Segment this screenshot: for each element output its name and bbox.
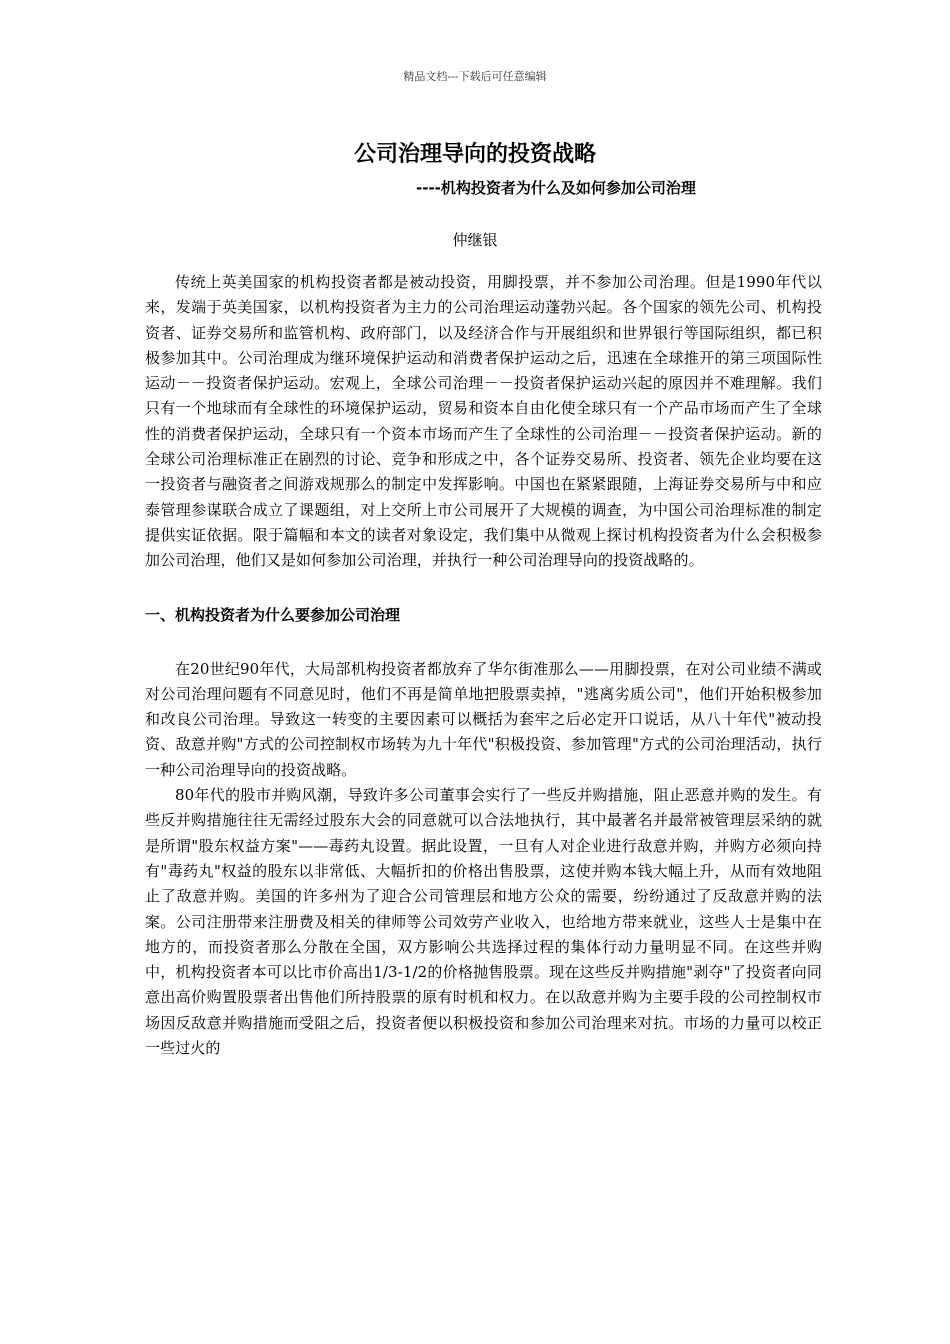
section1-paragraph-1: 在20世纪90年代，大局部机构投资者都放弃了华尔街准那么——用脚投票，在对公司业绩不满或对公司治理问题有不同意见时，他们不再是简单地把股票卖掉，"逃离劣质公司"，他们开始积极参加和改良公司治理。导致这一转变的主要因素可以概括为套牢之后必定开口说话，从八十年代"被动投资、敌意并购"方式的公司控制权市场转为九十年代"积极投资、参加管理"方式的公司治理活动，执行一种公司治理导向的投资战略。 bbox=[145, 659, 822, 779]
page-header-watermark: 精品文档---下载后可任意编辑 bbox=[403, 70, 547, 83]
document-subtitle: ----机构投资者为什么及如何参加公司治理 bbox=[416, 179, 696, 197]
intro-paragraph: 传统上英美国家的机构投资者都是被动投资，用脚投票，并不参加公司治理。但是1990年代以来，发端于英美国家，以机构投资者为主力的公司治理运动蓬勃兴起。各个国家的领先公司、机构投资者、证券交易所和监管机构、政府部门，以及经济合作与开展组织和世界银行等国际组织，都已积极参加其中。公司治理成为继环境保护运动和消费者保护运动之后，迅速在全球推开的第三项国际性运动－－投资者保护运动。宏观上，全球公司治理－－投资者保护运动兴起的原因并不难理解。我们只有一个地球而有全球性的环境保护运动，贸易和资本自由化使全球只有一个产品市场而产生了全球性的消费者保护运动，全球只有一个资本市场而产生了全球性的公司治理－－投资者保护运动。新的全球公司治理标准正在剧烈的讨论、竞争和形成之中，各个证券交易所、投资者、领先企业均要在这一投资者与融资者之间游戏规那么的制定中发挥影响。中国也在紧紧跟随，上海证券交易所与中和应泰管理参谋联合成立了课题组，对上交所上市公司展开了大规模的调查，为中国公司治理标准的制定提供实证依据。限于篇幅和本文的读者对象设定，我们集中从微观上探讨机构投资者为什么会积极参加公司治理，他们又是如何参加公司治理，并执行一种公司治理导向的投资战略的。 bbox=[145, 273, 822, 570]
section1-paragraph-2: 80年代的股市并购风潮，导致许多公司董事会实行了一些反并购措施，阻止恶意并购的发生。有些反并购措施往往无需经过股东大会的同意就可以合法地执行，其中最著名并最常被管理层采纳的就是所谓"股东权益方案"——毒药丸设置。据此设置，一旦有人对企业进行敌意并购，并购方必须向持有"毒药丸"权益的股东以非常低、大幅折扣的价格出售股票，这使并购本钱大幅上升，从而有效地阻止了敌意并购。美国的许多州为了迎合公司管理层和地方公众的需要，纷纷通过了反敌意并购的法案。公司注册带来注册费及相关的律师等公司效劳产业收入，也给地方带来就业，这些人士是集中在地方的，而投资者那么分散在全国，双方影响公共选择过程的集体行动力量明显不同。在这些并购中，机构投资者本可以比市价高出1/3-1/2的价格抛售股票。现在这些反并购措施"剥夺"了投资者向同意出高价购置股票者出售他们所持股票的原有时机和权力。在以敌意并购为主要手段的公司控制权市场因反敌意并购措施而受阻之后，投资者便以积极投资和参加公司治理来对抗。市场的力量可以校正一些过火的 bbox=[145, 786, 822, 1058]
document-author: 仲继银 bbox=[452, 231, 498, 249]
document-title: 公司治理导向的投资战略 bbox=[353, 142, 596, 167]
section-heading: 一、机构投资者为什么要参加公司治理 bbox=[145, 605, 401, 624]
document-body bbox=[145, 270, 822, 1061]
